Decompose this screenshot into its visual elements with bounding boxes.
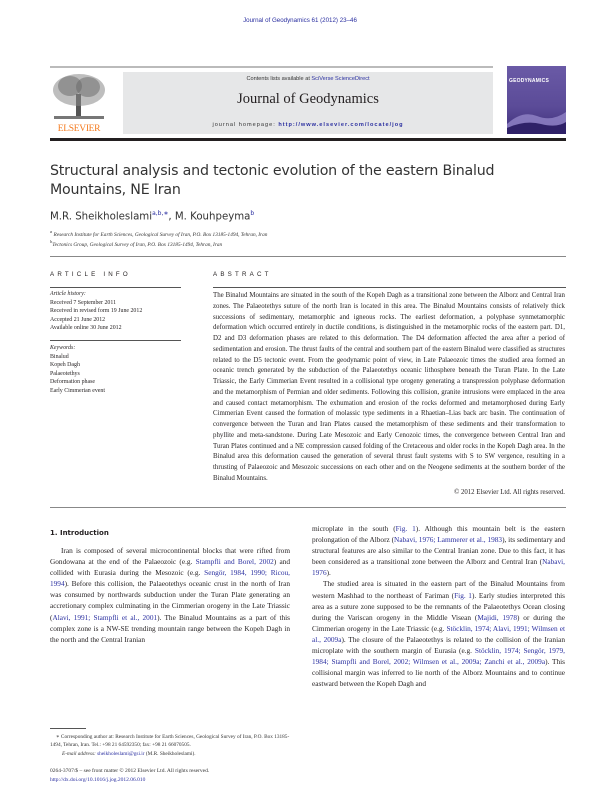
journal-title: Journal of Geodynamics: [237, 91, 379, 107]
doi-link[interactable]: http://dx.doi.org/10.1016/j.jog.2012.06.010: [50, 777, 146, 783]
keyword: Early Cimmerian event: [50, 387, 105, 394]
paragraph: [312, 523, 565, 578]
abstract-heading: ABSTRACT: [213, 271, 272, 278]
keyword: Deformation phase: [50, 379, 95, 386]
author-name: M. Kouhpeyma: [174, 211, 251, 223]
footnote-divider: [50, 728, 86, 729]
text-run: ) and collided with Eurasia during the Mesozoic (e.g.: [50, 557, 290, 578]
keyword: Binalud: [50, 353, 69, 360]
affiliation-text: Tectonics Group, Geological Survey of Iran, P.O. Box 13185-1494, Tehran, Iran: [52, 241, 223, 248]
history-label: Article history:: [50, 291, 86, 297]
citation-link[interactable]: Fig. 1: [454, 590, 472, 600]
homepage-link[interactable]: http://www.elsevier.com/locate/jog: [278, 122, 404, 128]
tree-icon: [50, 72, 108, 122]
affiliation-mark: a: [50, 229, 53, 234]
text-run: The studied area is situated in the eastern part of the Binalud Mountains from western Mashhad to the northeast of Fariman (: [312, 579, 565, 600]
divider: [50, 66, 493, 68]
issn-line: 0264-3707/$ – see front matter © 2012 Elsevier Ltd. All rights reserved.: [50, 768, 210, 774]
history-item: Available online 30 June 2012: [50, 325, 122, 332]
email-line: [50, 750, 295, 758]
elsevier-logo: [50, 72, 108, 134]
paragraph: [312, 578, 565, 689]
footnote-area: [50, 720, 290, 785]
cover-wave-icon: [507, 66, 566, 134]
affiliation: [50, 229, 267, 238]
keyword: Kopeh Dagh: [50, 362, 80, 369]
divider: [50, 256, 566, 257]
corresponding-author-note: ∗ Corresponding author at: Research Institute for Earth Sciences, Geological Survey of Iran, P.O. Box 13185-1494, Tehran, Iran. Tel.: +98 21 64592350; fax: +98 21 66070505.: [50, 734, 290, 749]
citation-link[interactable]: Sengör, 1984, 1990; Ricou, 1994: [50, 568, 290, 589]
copyright: © 2012 Elsevier Ltd. All rights reserved.: [454, 488, 565, 496]
email-label: E-mail address:: [62, 750, 98, 757]
citation-link[interactable]: Nabavi, 1976: [312, 557, 565, 578]
citation-link[interactable]: Stöcklin, 1974; Alavi, 1991; Wilmsen et al., 2009a: [312, 623, 565, 644]
journal-cover: [507, 66, 566, 134]
citation-link[interactable]: Alavi, 1991; Stampfli et al., 2001: [52, 612, 158, 622]
text-run: ). The Binalud Mountains as a part of this complex zone is a NW-SE trending mountain range between the Kopeh Dagh in the north and the Central Iranian: [50, 612, 290, 644]
text-run: ) or during the Cimmerian orogeny in the Late Triassic (e.g.: [312, 612, 565, 633]
paragraph: [50, 545, 290, 645]
author-affiliation-mark[interactable]: a,b,∗: [152, 210, 169, 217]
text-run: ). Early studies interpreted this area as a suture zone supposed to be the remnants of the Palaeotethys Ocean closing during the Variscan orogeny in the Middle Visean (: [312, 590, 566, 622]
sciencedirect-link[interactable]: SciVerse ScienceDirect: [311, 76, 370, 82]
homepage-line: [123, 122, 493, 128]
text-run: ), its sedimentary and structural features are also similar to the Central Iranian zone. Due to this fact, it has been considered as a transitional zone between the Alborz and Central Iran (: [312, 535, 566, 567]
author-name: M.R. Sheikholeslami: [50, 211, 153, 223]
divider: [50, 287, 181, 288]
citation-link[interactable]: Majidi, 1978: [477, 612, 518, 622]
right-column: [312, 523, 565, 689]
divider: [50, 340, 181, 341]
article-history: [50, 290, 181, 333]
abstract-text: The Binalud Mountains are situated in the south of the Kopeh Dagh as a transitional zone between the Alborz and Central Iran zones. The Palaeotethys suture of the north Iran is located in this area. The Binalud Mountains consists of relatively thick successions of sedimentary, metamorphic and igneous rocks. The earliest deformation, a polyphase synmetamorphic deformation which occurred entirely in ductile conditions, is distinguished in the metamorphic rocks of the eastern part. D1, D2 and D3 deformation phases are related to this deformation. The D4 deformation affected the area after a period of sedimentation and erosion. The thrust faults of the central and southern part of the eastern Binalud were classified as structures related to the D5 tectonic event. From the geodynamic point of view, in Late Palaeozoic times the studied area formed an oceanic trench generated by the subduction of the Palaeotethys oceanic lithosphere beneath the Turan Plate. In the Late Triassic, the Early Cimmerian Event resulted in a collisional type orogeny generating a transpression polyphase deformation and the metamorphism of Permian and older sediments. Following this collision, granite intrusions were emplaced in the area and caused contact metamorphism. The exhumation and erosion of the rocks deformed and metamorphosed during Early Cimmerian Event caused the formation of molassic type sediments in a Rhaetian–Lias back arc basin. The continuation of convergence between the Turan and Iran Plates caused the metamorphism of these sediments and their transformation to phyllite and meta-sandstone. During Late Mesozoic and Early Cenozoic times, the convergence between Central Iran and Turan Plates continued and a NE compression caused folding of the Cretaceous and older rocks in the Kopeh Dagh area. In the Binalud area this deformation caused the generation of several thrust fault systems with S to SW vergence, resulting in a thrusting of Palaeozoic and Mesozoic successions on each other and on the Neogene sediments at the southern border of the Binalud Mountains.: [213, 292, 565, 482]
text-run: ). Before this collision, the Palaeotethys oceanic crust in the north of Iran was consumed by northwards subduction under the Turan Plate generating an accretionary complex culminating in the Cimmerian orogeny in the Late Triassic (: [50, 579, 290, 622]
abstract-section: [213, 291, 565, 497]
email-suffix: (M.R. Sheikholeslami).: [144, 750, 196, 757]
text-run: ). The closure of the Palaeotethys is related to the collision of the Iranian microplate with the southern margin of Eurasia (e.g.: [312, 634, 565, 656]
elsevier-wordmark: ELSEVIER: [57, 124, 101, 134]
text-run: Iran is composed of several microcontinental blocks that were rifted from Gondowana at the end of the Palaeozoic (e.g.: [50, 546, 290, 567]
article-title: Structural analysis and tectonic evolution of the eastern Binalud Mountains, NE Iran: [50, 163, 495, 198]
keywords: [50, 344, 181, 396]
citation-link[interactable]: Stampfli and Borel, 2002: [195, 557, 274, 567]
text-run: microplate in the south (: [312, 524, 396, 533]
affiliation-text: Research Institute for Earth Sciences, Geological Survey of Iran, P.O. Box 13185-1494, Tehran, Iran: [53, 231, 268, 238]
section-heading: 1. Introduction: [50, 529, 109, 537]
cover-title: GEODYNAMICS: [509, 78, 549, 84]
journal-citation[interactable]: Journal of Geodynamics 61 (2012) 23–46: [243, 17, 357, 24]
article-info-heading: ARTICLE INFO: [50, 271, 131, 278]
history-item: Received in revised form 19 June 2012: [50, 308, 143, 315]
author-list: [50, 210, 254, 222]
citation-link[interactable]: Nabavi, 1976; Lammerer et al., 1983: [394, 535, 503, 545]
affiliation: [50, 239, 222, 248]
keywords-label: Keywords:: [50, 345, 76, 351]
keyword: Palaeotethys: [50, 370, 80, 377]
text-run: ). Although this mountain belt is the eastern prolongation of the Alborz (: [312, 524, 565, 545]
history-item: Received 7 September 2011: [50, 299, 117, 306]
text-run: ).: [326, 568, 331, 578]
contents-line: [123, 76, 493, 82]
homepage-label: journal homepage:: [212, 122, 279, 128]
divider: [50, 507, 566, 508]
author-affiliation-mark[interactable]: b: [250, 210, 255, 217]
header-divider: [50, 138, 566, 141]
citation-link[interactable]: Fig. 1: [395, 524, 416, 533]
contents-label: Contents lists available at: [246, 76, 312, 82]
footnote: [50, 733, 295, 758]
email-link[interactable]: sheikholeslami@gsi.ir: [97, 750, 145, 757]
affiliation-mark: b: [50, 239, 53, 244]
author-separator: ,: [168, 211, 175, 223]
left-column-text: [50, 545, 290, 645]
divider: [213, 287, 566, 288]
citation-link[interactable]: Stöcklin, 1974; Sengör, 1979, 1984; Stampfli and Borel, 2002; Wilmsen et al., 2009a; Zanchi et al., 2009a: [312, 646, 565, 667]
front-matter: [50, 767, 290, 785]
left-column: [50, 545, 290, 785]
journal-header-box: [123, 72, 493, 134]
history-item: Accepted 21 June 2012: [50, 316, 106, 323]
text-run: ). This collisional margin was inferred to lie north of the Alborz Mountains and to continue eastward between the Kopeh Dagh and: [312, 657, 565, 689]
